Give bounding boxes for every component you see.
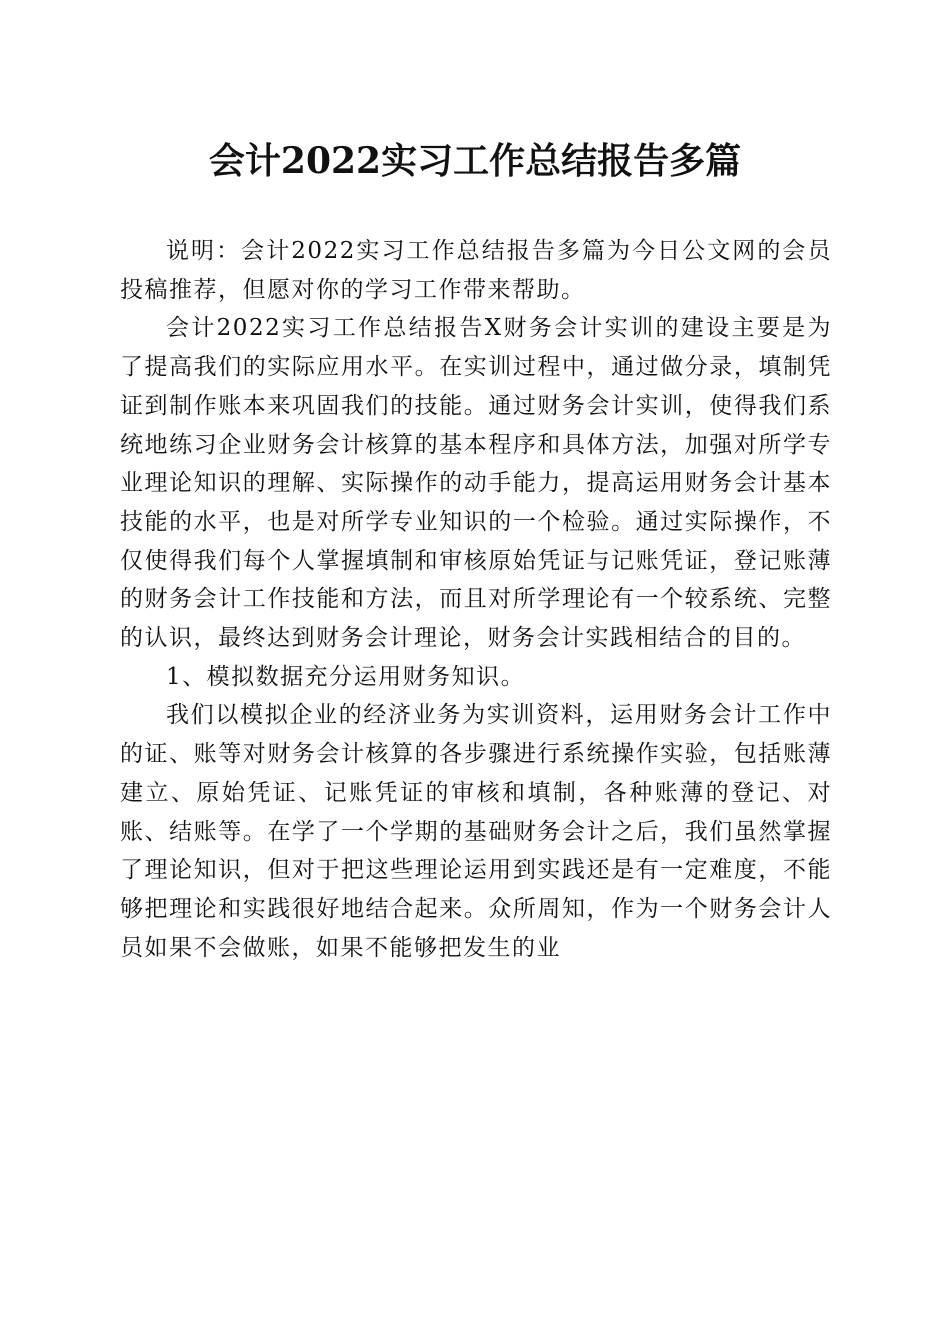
document-title: 会计2022实习工作总结报告多篇 [208,140,742,182]
paragraph-intro: 说明：会计2022实习工作总结报告多篇为今日公文网的会员投稿推荐，但愿对你的学习工作带来帮助。 [120,238,832,303]
paragraph-main: 会计2022实习工作总结报告X财务会计实训的建设主要是为了提高我们的实际应用水平。在实训过程中，通过做分录，填制凭证到制作账本来巩固我们的技能。通过财务会计实训，使得我们系统地练习企业财务会计核算的基本程序和具体方法，加强对所学专业理论知识的理解、实际操作的动手能力，提高运用财务会计基本技能的水平，也是对所学专业知识的一个检验。通过实际操作，不仅使得我们每个人掌握填制和审核原始凭证与记账凭证，登记账薄的财务会计工作技能和方法，而且对所学理论有一个较系统、完整的认识，最终达到财务会计理论，财务会计实践相结合的目的。 [120,315,832,652]
document-body [120,232,832,967]
paragraph-heading-1: 1、模拟数据充分运用财务知识。 [166,663,526,690]
paragraph-section-1: 我们以模拟企业的经济业务为实训资料，运用财务会计工作中的证、账等对财务会计核算的各步骤进行系统操作实验，包括账薄建立、原始凭证、记账凭证的审核和填制，各种账薄的登记、对账、结账等。在学了一个学期的基础财务会计之后，我们虽然掌握了理论知识，但对于把这些理论运用到实践还是有一定难度，不能够把理论和实践很好地结合起来。众所周知，作为一个财务会计人员如果不会做账，如果不能够把发生的业 [120,702,832,961]
